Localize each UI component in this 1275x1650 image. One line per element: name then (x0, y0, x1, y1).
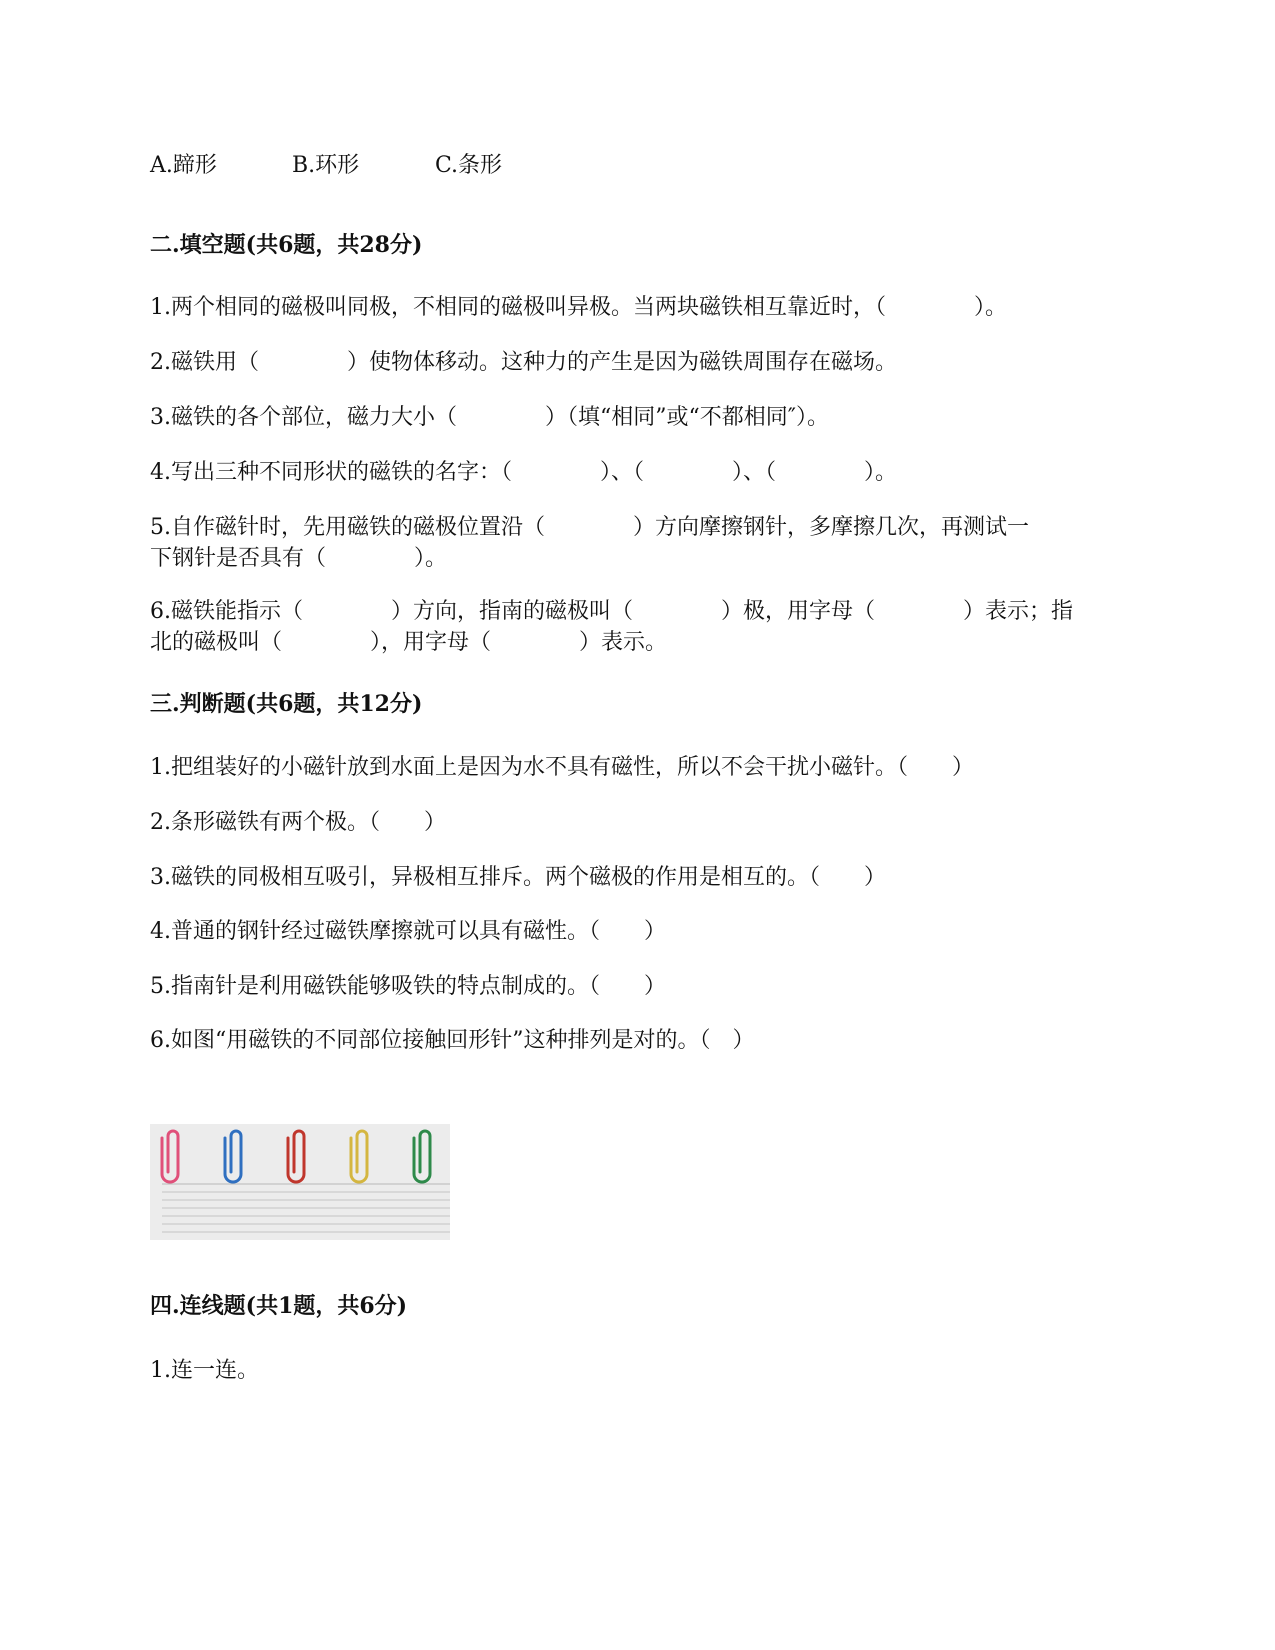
fill-question-6-line-2: 北的磁极叫（ ），用字母（ ）表示。 (150, 630, 668, 655)
option-c: C.条形 (435, 153, 503, 178)
judge-question-5: 5.指南针是利用磁铁能够吸铁的特点制成的。（ ） (150, 974, 666, 999)
judge-question-2: 2.条形磁铁有两个极。（ ） (150, 810, 446, 835)
judge-question-1: 1.把组装好的小磁针放到水面上是因为水不具有磁性，所以不会干扰小磁针。（ ） (150, 755, 974, 780)
fill-question-5-line-2: 下钢针是否具有（ ）。 (150, 546, 448, 571)
matching-question-1: 1.连一连。 (150, 1358, 259, 1383)
section-heading-fill-in: 二.填空题(共6题，共28分) (150, 232, 423, 258)
judge-question-4: 4.普通的钢针经过磁铁摩擦就可以具有磁性。（ ） (150, 919, 666, 944)
section-heading-matching: 四.连线题(共1题，共6分) (150, 1293, 408, 1319)
option-b: B.环形 (292, 153, 360, 178)
fill-question-6-line-1: 6.磁铁能指示（ ）方向，指南的磁极叫（ ）极，用字母（ ）表示；指 (150, 599, 1073, 624)
fill-question-4: 4.写出三种不同形状的磁铁的名字：（ ）、（ ）、（ ）。 (150, 460, 897, 485)
fill-question-5-line-1: 5.自作磁针时，先用磁铁的磁极位置沿（ ）方向摩擦钢针，多摩擦几次，再测试一 (150, 515, 1029, 540)
previous-question-options (150, 150, 503, 182)
option-a: A.蹄形 (150, 153, 217, 178)
section-heading-true-false: 三.判断题(共6题，共12分) (150, 691, 423, 717)
fill-question-2: 2.磁铁用（ ）使物体移动。这种力的产生是因为磁铁周围存在磁场。 (150, 350, 897, 375)
paperclip-figure (150, 1124, 450, 1240)
fill-question-3: 3.磁铁的各个部位，磁力大小（ ）（填“相同”或“不都相同″）。 (150, 405, 829, 430)
judge-question-3: 3.磁铁的同极相互吸引，异极相互排斥。两个磁极的作用是相互的。（ ） (150, 865, 886, 890)
judge-question-6: 6.如图“用磁铁的不同部位接触回形针”这种排列是对的。（ ） (150, 1028, 755, 1053)
paperclip-photo (150, 1124, 450, 1240)
fill-question-1: 1.两个相同的磁极叫同极，不相同的磁极叫异极。当两块磁铁相互靠近时，（ ）。 (150, 295, 1007, 320)
